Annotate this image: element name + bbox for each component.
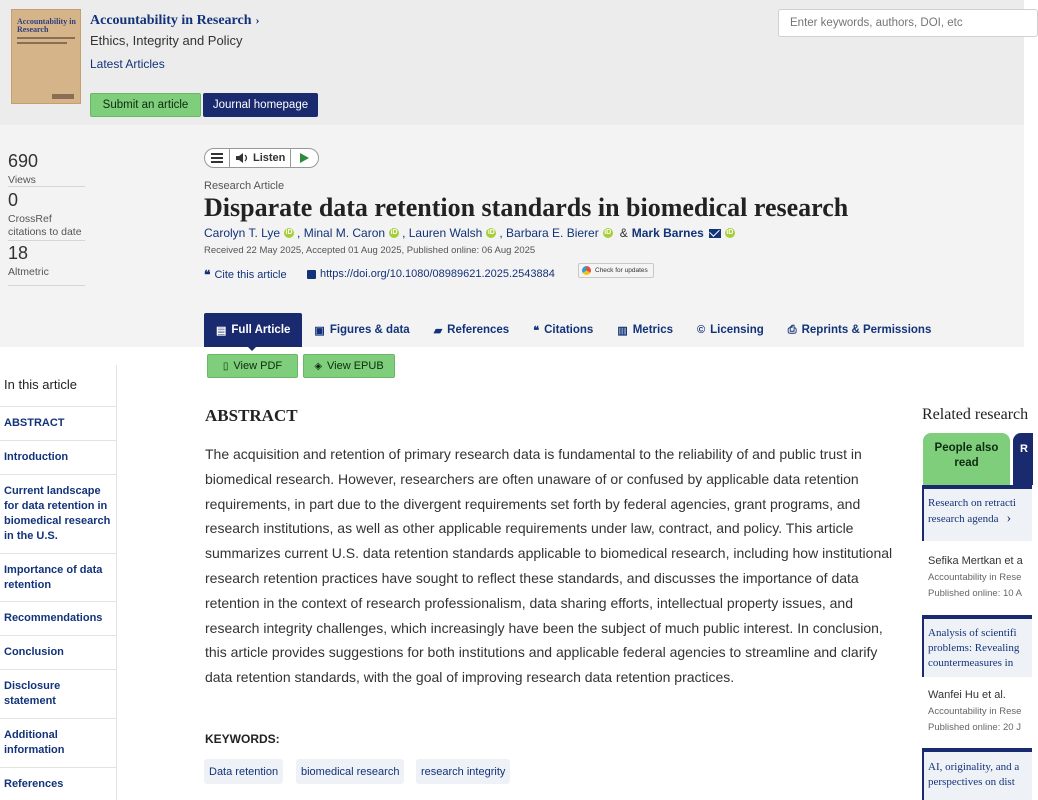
tab-citations[interactable]: ❝ Citations (533, 324, 594, 337)
bar-chart-icon: ▥ (617, 324, 628, 337)
listen-label: Listen (253, 152, 286, 164)
publication-dates: Received 22 May 2025, Accepted 01 Aug 2025, Published online: 06 Aug 2025 (204, 245, 536, 256)
listen-player (204, 148, 319, 168)
tab-metrics[interactable]: ▥ Metrics (617, 324, 673, 337)
journal-subtitle: Ethics, Integrity and Policy (90, 33, 243, 48)
nav-item-additional-info[interactable]: Additional information (4, 729, 65, 756)
chevron-right-icon: › (255, 13, 260, 27)
related-research-heading: Related research (922, 406, 1029, 423)
related-article-link[interactable]: Research on retracti (928, 497, 1016, 509)
printer-icon: ⎙ (787, 323, 797, 336)
keyword-tag[interactable]: biomedical research (296, 759, 404, 784)
orcid-icon[interactable]: iD (390, 229, 398, 236)
author-link[interactable]: Carolyn T. Lye (204, 226, 281, 240)
tab-recommended[interactable]: R (1013, 433, 1033, 485)
journal-cover-image[interactable] (11, 9, 81, 104)
image-icon: ▣ (314, 324, 325, 337)
views-count: 690 (8, 151, 39, 171)
keyword-tag[interactable]: Data retention (204, 759, 283, 784)
related-source: Accountability in Rese (928, 706, 1022, 717)
envelope-icon[interactable] (709, 229, 721, 238)
related-article-link-cont[interactable]: research agenda › (928, 511, 1012, 526)
epub-icon: ◈ (314, 360, 323, 372)
listen-button[interactable] (230, 149, 291, 167)
view-epub-button[interactable]: ◈ View EPUB (303, 354, 395, 378)
tab-full-article[interactable]: ▤ Full Article (204, 313, 302, 347)
view-pdf-button[interactable]: ▯ View PDF (207, 354, 298, 378)
crossref-count: 0 (8, 190, 19, 210)
quote-icon: ❝ (204, 268, 211, 282)
tab-licensing[interactable]: © Licensing (697, 324, 764, 336)
journal-homepage-button[interactable]: Journal homepage (203, 93, 318, 117)
abstract-text: The acquisition and retention of primary research data is fundamental to the reliability of and public trust in biomedical research. However, researchers are often unaware of or confused by applicable data retention requirements, in part due to the divergent requirements set forth by federal agencies, grant programs, and research institutions, as well as other applicable requirements under law, contract, and policy. This article summarizes current U.S. data retention standards applicable to biomedical research, including how institutional research retention practices have sought to reflect these standards, and discusses the importance of data retention in the context of research professionalism, data sharing efforts, intellectual property issues, and research integrity challenges, which increasingly have been the subject of much public interest. In conclusion, this article provides suggestions for both institutions and applicable federal agencies to streamline and clarify data retention standards, with the goal of improving research data retention practices. (205, 446, 893, 686)
altmetric-count[interactable]: 18 (8, 243, 29, 263)
nav-item-references[interactable]: References (4, 778, 64, 790)
author-link[interactable]: Mark Barnes (631, 226, 704, 240)
article-type: Research Article (204, 180, 285, 192)
abstract-heading: ABSTRACT (205, 406, 298, 425)
speaker-icon (236, 153, 249, 163)
related-article-link[interactable]: Analysis of scientifi (928, 627, 1017, 639)
copyright-icon: © (697, 324, 706, 336)
article-tabs (204, 313, 943, 347)
related-published: Published online: 20 J (928, 722, 1021, 733)
quote-icon: ❝ (533, 324, 540, 337)
nav-item-disclosure[interactable]: Disclosure statement (4, 680, 61, 707)
author-link[interactable]: Minal M. Caron (303, 226, 386, 240)
play-button[interactable] (291, 149, 318, 167)
related-article-link[interactable]: AI, originality, and a (928, 761, 1020, 773)
crossref-label: CrossRef citations to date (8, 213, 82, 238)
journal-header (0, 0, 1024, 125)
menu-icon (211, 153, 223, 163)
cite-article-link[interactable]: ❝ Cite this article (204, 268, 287, 282)
author-link[interactable]: Barbara E. Bierer (506, 226, 599, 240)
nav-item-introduction[interactable]: Introduction (4, 451, 69, 463)
nav-item-abstract[interactable]: ABSTRACT (4, 417, 65, 429)
article-outline-nav (0, 365, 117, 800)
doi-link[interactable]: https://doi.org/10.1080/08989621.2025.2543884 (307, 268, 555, 280)
cover-title: Accountability in Research (17, 17, 76, 34)
related-published: Published online: 10 A (928, 588, 1023, 599)
check-for-updates-button[interactable]: Check for updates (578, 263, 654, 278)
article-title: Disparate data retention standards in biomedical research (204, 193, 849, 222)
related-article-link-cont[interactable]: countermeasures in (928, 657, 1014, 669)
latest-articles-link[interactable]: Latest Articles (90, 57, 165, 71)
related-article-link-cont[interactable]: problems: Revealing (928, 642, 1020, 654)
external-link-icon (307, 270, 316, 279)
orcid-icon[interactable]: iD (726, 229, 734, 236)
nav-item-current-landscape[interactable]: Current landscape for data retention in biomedical research in the U.S. (4, 485, 111, 542)
altmetric-label: Altmetric (8, 266, 49, 278)
tab-figures-data[interactable]: ▣ Figures & data (314, 324, 410, 337)
orcid-icon[interactable]: iD (604, 229, 612, 236)
related-article-link-cont[interactable]: perspectives on dist (928, 776, 1015, 788)
nav-item-importance[interactable]: Importance of data retention (4, 564, 103, 591)
active-tab-pointer (247, 346, 257, 351)
document-icon: ▤ (216, 324, 227, 337)
ampersand: & (619, 226, 628, 240)
book-icon: ▰ (433, 324, 443, 337)
keywords-heading: KEYWORDS: (205, 732, 280, 746)
views-label: Views (8, 174, 36, 186)
tab-references[interactable]: ▰ References (433, 324, 510, 337)
orcid-icon[interactable]: iD (285, 229, 293, 236)
tab-reprints-permissions[interactable]: ⎙ Reprints & Permissions (787, 323, 932, 336)
crossmark-icon (582, 266, 591, 275)
journal-title-link[interactable]: Accountability in Research › (90, 13, 260, 28)
keyword-tag[interactable]: research integrity (416, 759, 510, 784)
tab-people-also-read[interactable]: People also read (923, 433, 1010, 485)
related-source: Accountability in Rese (928, 572, 1022, 583)
search-input[interactable] (778, 9, 1038, 37)
play-icon (300, 153, 309, 163)
chevron-right-icon: › (1006, 511, 1012, 526)
author-link[interactable]: Lauren Walsh (408, 226, 483, 240)
submit-article-button[interactable]: Submit an article (90, 93, 201, 117)
related-author: Sefika Mertkan et a (928, 555, 1023, 567)
listen-menu-button[interactable] (205, 149, 230, 167)
nav-item-recommendations[interactable]: Recommendations (4, 612, 103, 624)
nav-item-conclusion[interactable]: Conclusion (4, 646, 64, 658)
related-author: Wanfei Hu et al. (928, 689, 1006, 701)
nav-heading: In this article (4, 377, 77, 392)
pdf-icon: ▯ (222, 360, 229, 372)
author-list: Carolyn T. Lye iD , Minal M. Caron iD , Lauren Walsh iD , Barbara E. Bierer iD & Mark Barnes iD (204, 226, 734, 240)
orcid-icon[interactable]: iD (487, 229, 495, 236)
